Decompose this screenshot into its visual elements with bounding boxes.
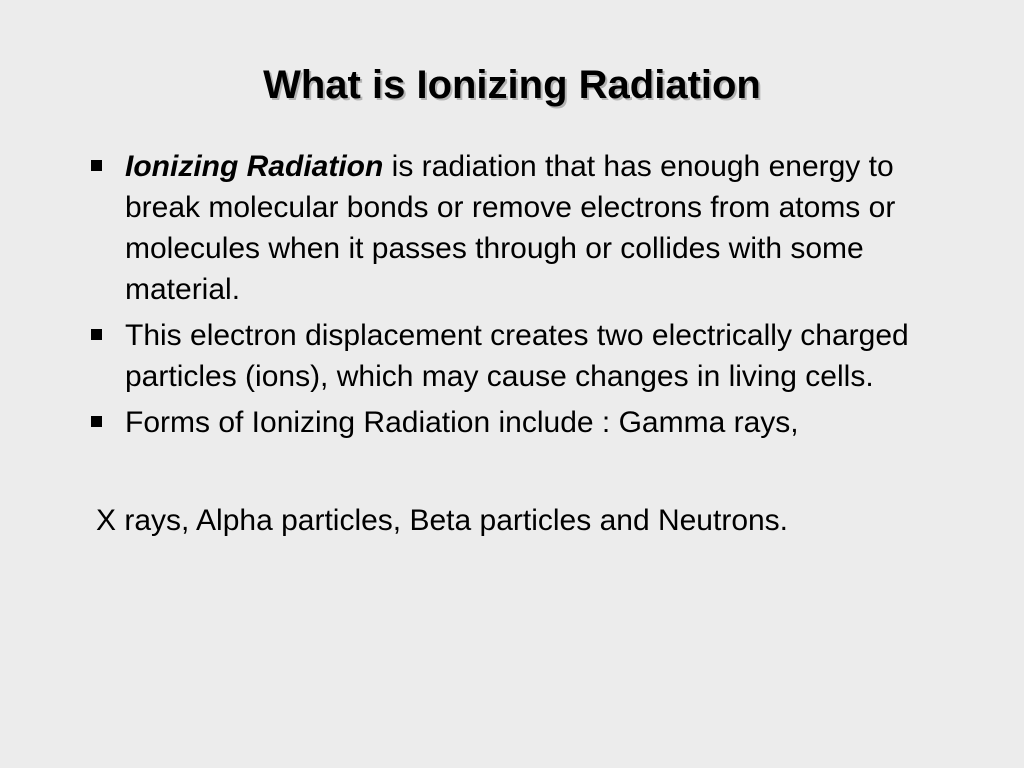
square-bullet-icon [91, 416, 102, 427]
bullet-item-electron-displacement [88, 315, 968, 397]
bullet-item-ionizing-definition [88, 146, 968, 310]
slide-title: What is Ionizing Radiation [263, 63, 761, 107]
defined-term: Ionizing Radiation [125, 150, 384, 183]
definition-text: is radiation that has enough energy to break molecular bonds or remove electrons from atoms or molecules when it passes through or collides with some material. [125, 150, 896, 306]
bullet-item-forms [88, 402, 968, 443]
bullet-list [88, 146, 968, 448]
square-bullet-icon [91, 160, 102, 171]
bullet-text: Forms of Ionizing Radiation include : Gamma rays, [125, 406, 799, 439]
forms-continuation-text: X rays, Alpha particles, Beta particles and Neutrons. [96, 504, 789, 537]
square-bullet-icon [91, 329, 102, 340]
bullet-text: This electron displacement creates two electrically charged particles (ions), which may cause changes in living cells. [125, 319, 909, 393]
